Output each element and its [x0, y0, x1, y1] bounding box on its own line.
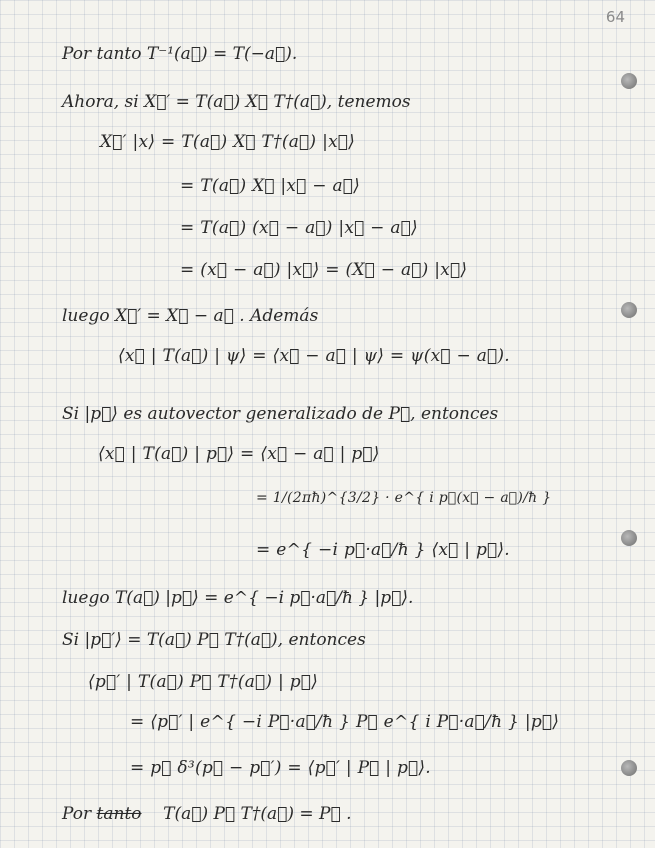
line-wavefunction-shift: ⟨x⃗ | T(a⃗) | ψ⟩ = ⟨x⃗ − a⃗ | ψ⟩ = ψ(x⃗ − a⃗). — [118, 346, 510, 366]
line-luego-x-prime: luego X⃗′ = X⃗ − a⃗ . Además — [62, 306, 319, 326]
line-matrix-element: ⟨x⃗ | T(a⃗) | p⃗⟩ = ⟨x⃗ − a⃗ | p⃗⟩ — [98, 444, 380, 464]
binder-hole-3 — [621, 530, 637, 546]
line-plane-wave: = 1/(2πħ)^{3/2} · e^{ i p⃗(x⃗ − a⃗)/ħ } — [256, 490, 552, 506]
line-step-2: = T(a⃗) (x⃗ − a⃗) |x⃗ − a⃗⟩ — [180, 218, 418, 238]
final-prefix: Por — [62, 804, 92, 824]
binder-hole-2 — [621, 302, 637, 318]
binder-hole-4 — [621, 760, 637, 776]
line-step-3: = (x⃗ − a⃗) |x⃗⟩ = (X⃗ − a⃗) |x⃗⟩ — [180, 260, 468, 280]
binder-hole-1 — [621, 73, 637, 89]
line-si-p-prime: Si |p⃗′⟩ = T(a⃗) P⃗ T†(a⃗), entonces — [62, 630, 366, 650]
page-number: 64 — [605, 8, 625, 26]
line-si-autovector: Si |p⃗⟩ es autovector generalizado de P⃗, entonces — [62, 404, 499, 424]
line-x-prime-ket: X⃗′ |x⟩ = T(a⃗) X⃗ T†(a⃗) |x⃗⟩ — [100, 132, 356, 152]
line-inverse-translation: Por tanto T⁻¹(a⃗) = T(−a⃗). — [62, 44, 298, 64]
line-ahora-si: Ahora, si X⃗′ = T(a⃗) X⃗ T†(a⃗), tenemos — [62, 92, 411, 112]
line-p-matrix-element: ⟨p⃗′ | T(a⃗) P⃗ T†(a⃗) | p⃗⟩ — [88, 672, 319, 692]
line-p-step-1: = ⟨p⃗′ | e^{ −i P⃗·a⃗/ħ } P⃗ e^{ i P⃗·a⃗/ħ } |p⃗⟩ — [130, 712, 560, 732]
line-phase-factor: = e^{ −i p⃗·a⃗/ħ } ⟨x⃗ | p⃗⟩. — [256, 540, 510, 560]
final-formula: T(a⃗) P⃗ T†(a⃗) = P⃗ . — [163, 804, 352, 824]
line-por-tanto-final — [62, 804, 351, 824]
line-p-step-2: = p⃗ δ³(p⃗ − p⃗′) = ⟨p⃗′ | P⃗ | p⃗⟩. — [130, 758, 431, 778]
final-struck-word: tanto — [96, 804, 142, 824]
line-luego-translation-p: luego T(a⃗) |p⃗⟩ = e^{ −i p⃗·a⃗/ħ } |p⃗⟩. — [62, 588, 414, 608]
line-step-1: = T(a⃗) X⃗ |x⃗ − a⃗⟩ — [180, 176, 361, 196]
